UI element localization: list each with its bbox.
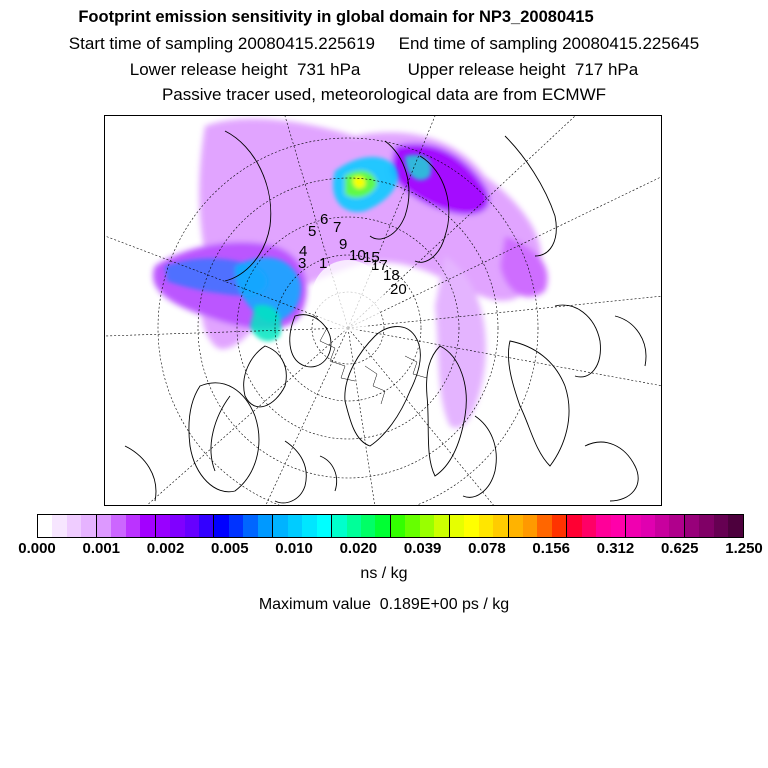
release-point-label: 4 bbox=[299, 243, 308, 260]
colorbar-swatch bbox=[391, 515, 405, 537]
colorbar-swatch bbox=[728, 515, 742, 537]
release-point-label: 1 bbox=[319, 255, 328, 272]
colorbar-unit: ns / kg bbox=[360, 565, 408, 582]
release-point-label: 7 bbox=[333, 219, 342, 236]
colorbar-swatch bbox=[567, 515, 581, 537]
colorbar-swatch bbox=[273, 515, 287, 537]
colorbar-swatch bbox=[450, 515, 464, 537]
colorbar-swatch bbox=[375, 515, 390, 537]
colorbar-swatch bbox=[611, 515, 626, 537]
colorbar bbox=[37, 514, 744, 538]
colorbar-swatch bbox=[288, 515, 302, 537]
colorbar-swatch bbox=[126, 515, 140, 537]
colorbar-swatch bbox=[156, 515, 170, 537]
colorbar-swatch bbox=[214, 515, 228, 537]
colorbar-swatch bbox=[185, 515, 199, 537]
colorbar-swatch bbox=[317, 515, 332, 537]
colorbar-swatch bbox=[493, 515, 508, 537]
release-point-label: 6 bbox=[320, 211, 329, 228]
colorbar-swatch bbox=[52, 515, 66, 537]
release-point-label: 18 bbox=[383, 267, 400, 284]
colorbar-swatch bbox=[479, 515, 493, 537]
colorbar-tick-label: 0.010 bbox=[275, 540, 313, 557]
release-point-label: 17 bbox=[371, 257, 388, 274]
colorbar-swatch bbox=[111, 515, 125, 537]
colorbar-swatch bbox=[347, 515, 361, 537]
footprint-map bbox=[104, 115, 662, 506]
colorbar-tick-label: 0.000 bbox=[18, 540, 56, 557]
release-point-label: 15 bbox=[363, 249, 380, 266]
colorbar-tick-label: 1.250 bbox=[725, 540, 763, 557]
colorbar-swatch bbox=[140, 515, 155, 537]
colorbar-swatch bbox=[229, 515, 243, 537]
colorbar-tick-label: 0.005 bbox=[211, 540, 249, 557]
colorbar-swatch bbox=[405, 515, 419, 537]
release-point-label: 20 bbox=[390, 281, 407, 298]
colorbar-swatch bbox=[464, 515, 478, 537]
release-height-line: Lower release height 731 hPa Upper release height 717 hPa bbox=[129, 60, 639, 79]
release-point-label: 5 bbox=[308, 223, 317, 240]
map-title: Footprint emission sensitivity in global domain for NP3_20080415 bbox=[78, 8, 594, 26]
colorbar-swatch bbox=[258, 515, 273, 537]
colorbar-swatch bbox=[509, 515, 523, 537]
maximum-value-label: Maximum value 0.189E+00 ps / kg bbox=[258, 596, 510, 613]
colorbar-swatch bbox=[97, 515, 111, 537]
colorbar-swatch bbox=[714, 515, 728, 537]
colorbar-swatch bbox=[199, 515, 214, 537]
colorbar-swatch bbox=[626, 515, 640, 537]
release-point-label: 3 bbox=[298, 255, 307, 272]
colorbar-swatch bbox=[655, 515, 669, 537]
colorbar-swatch bbox=[641, 515, 655, 537]
colorbar-swatch bbox=[685, 515, 699, 537]
colorbar-swatch bbox=[523, 515, 537, 537]
colorbar-tick-label: 0.039 bbox=[403, 540, 442, 557]
colorbar-tick-label: 0.020 bbox=[339, 540, 378, 557]
colorbar-swatch bbox=[596, 515, 610, 537]
tracer-info-line: Passive tracer used, meteorological data are from ECMWF bbox=[161, 85, 607, 104]
colorbar-swatch bbox=[81, 515, 96, 537]
colorbar-swatch bbox=[669, 515, 684, 537]
colorbar-swatch bbox=[170, 515, 184, 537]
colorbar-swatch bbox=[361, 515, 375, 537]
colorbar-swatch bbox=[38, 515, 52, 537]
colorbar-swatch bbox=[582, 515, 596, 537]
map-canvas bbox=[105, 116, 662, 506]
colorbar-tick-label: 0.312 bbox=[596, 540, 635, 557]
colorbar-tick-label: 0.078 bbox=[468, 540, 506, 557]
sampling-time-line: Start time of sampling 20080415.225619 End time of sampling 20080415.225645 bbox=[68, 34, 700, 53]
colorbar-swatch bbox=[243, 515, 257, 537]
colorbar-swatch bbox=[699, 515, 713, 537]
colorbar-swatch bbox=[420, 515, 434, 537]
colorbar-swatch bbox=[434, 515, 449, 537]
colorbar-swatch bbox=[537, 515, 551, 537]
colorbar-tick-label: 0.156 bbox=[532, 540, 570, 557]
colorbar-swatch bbox=[552, 515, 567, 537]
colorbar-swatch bbox=[67, 515, 81, 537]
colorbar-swatch bbox=[332, 515, 346, 537]
release-point-label: 9 bbox=[339, 236, 348, 253]
colorbar-tick-label: 0.625 bbox=[660, 540, 699, 557]
colorbar-tick-label: 0.001 bbox=[82, 540, 121, 557]
colorbar-swatch bbox=[302, 515, 316, 537]
colorbar-tick-label: 0.002 bbox=[146, 540, 185, 557]
release-point-label: 10 bbox=[349, 247, 366, 264]
